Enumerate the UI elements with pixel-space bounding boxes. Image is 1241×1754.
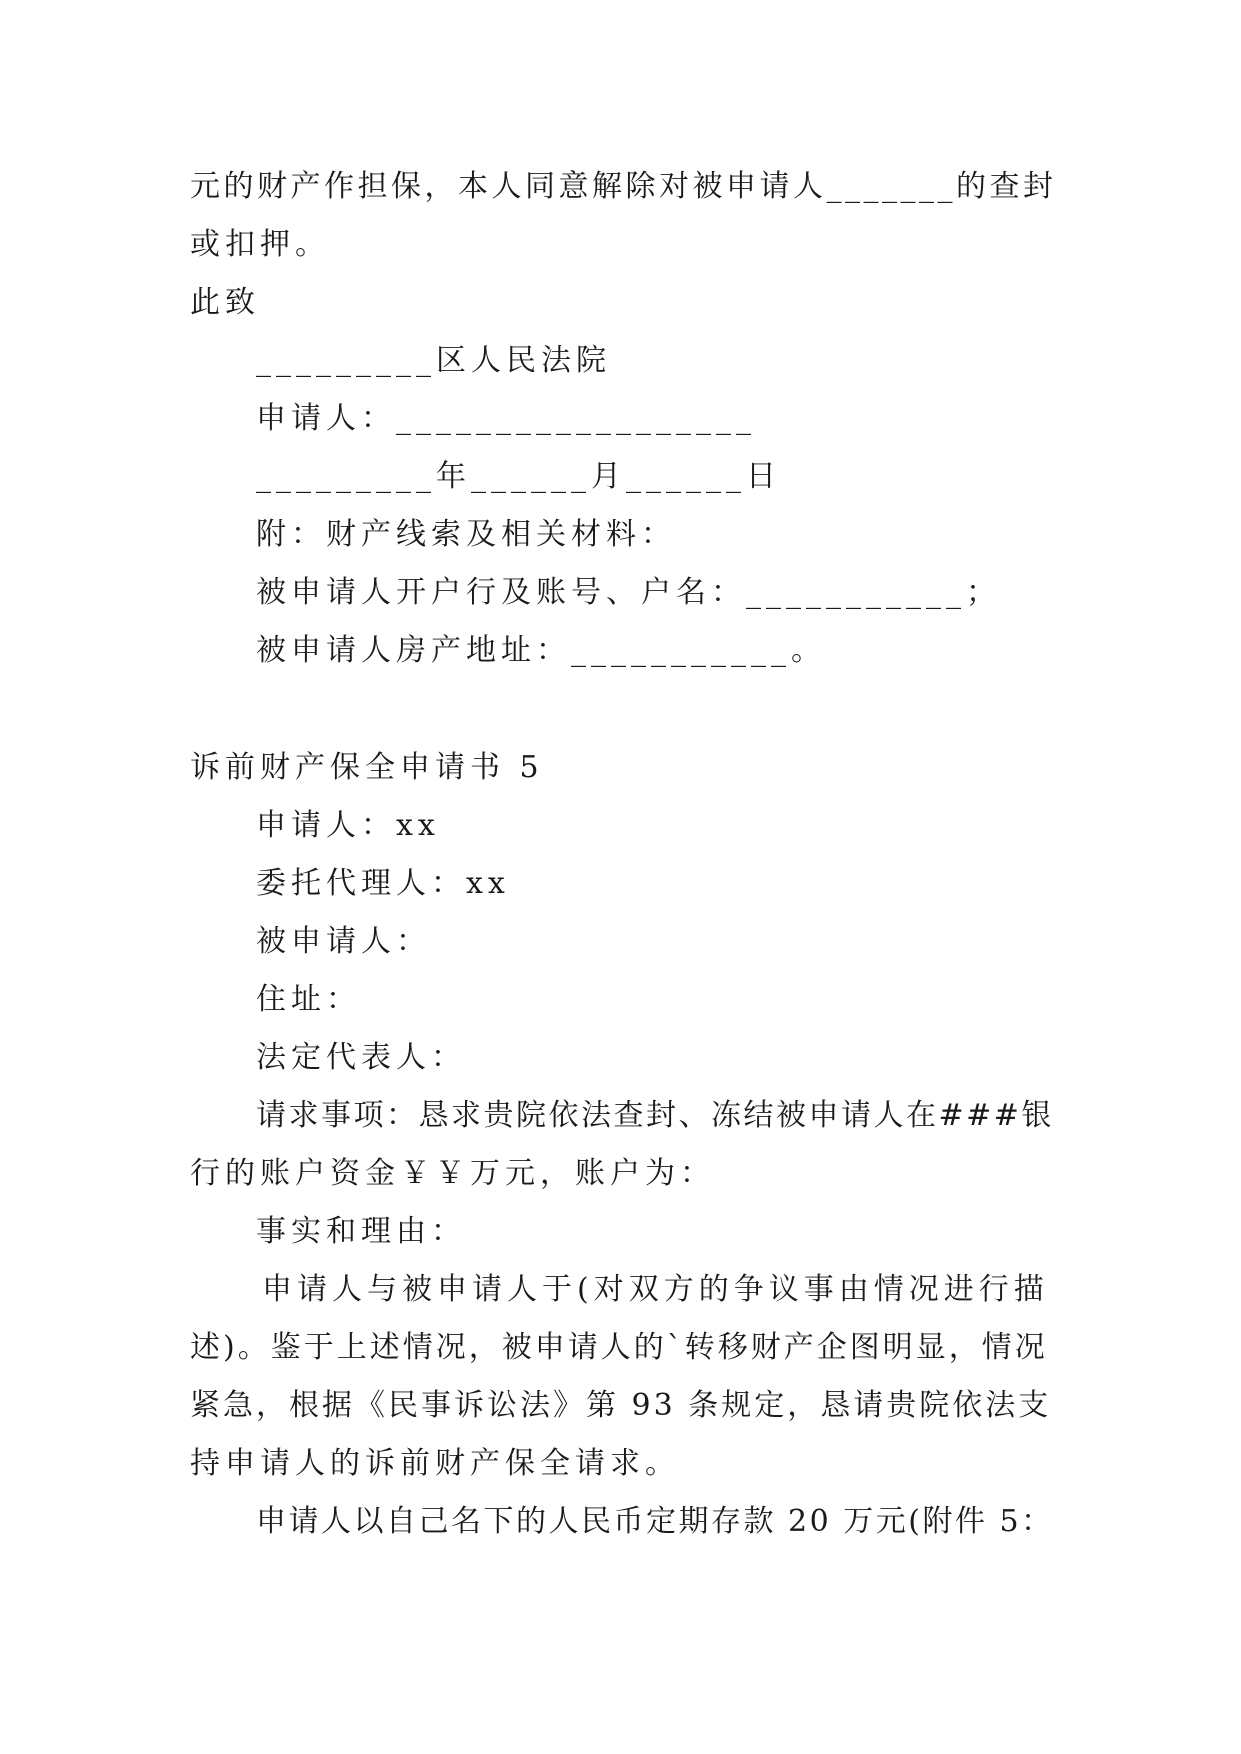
property-address-line: 被申请人房产地址：___________。 [256,633,826,668]
agent-line: 委托代理人：xx [256,866,510,901]
date-line: _________年______月______日 [256,459,781,494]
paragraph-line: 申请人与被申请人于(对双方的争议事由情况进行描 [262,1272,1049,1307]
paragraph-line: 申请人以自己名下的人民币定期存款 20 万元(附件 5： [256,1504,1054,1539]
section-title: 诉前财产保全申请书 5 [190,750,544,785]
legal-representative-line: 法定代表人： [256,1040,466,1075]
salutation: 此致 [190,285,260,320]
request-line: 请求事项：恳求贵院依法查封、冻结被申请人在###银 [256,1098,1054,1133]
applicant-line: 申请人：xx [256,808,440,843]
paragraph-line: 或扣押。 [190,227,330,262]
bank-account-line: 被申请人开户行及账号、户名：___________； [256,575,1001,610]
respondent-line: 被申请人： [256,924,431,959]
address-line: 住址： [256,982,361,1017]
facts-heading: 事实和理由： [256,1214,466,1249]
attachment-heading: 附：财产线索及相关材料： [256,517,676,552]
applicant-signature-line: 申请人：__________________ [256,401,756,436]
paragraph-line: 行的账户资金￥￥万元，账户为： [190,1156,715,1191]
court-name-line: _________区人民法院 [256,343,611,378]
paragraph-line: 持申请人的诉前财产保全请求。 [190,1446,680,1481]
paragraph-line: 述)。鉴于上述情况，被申请人的`转移财产企图明显，情况 [190,1330,1048,1365]
paragraph-line: 元的财产作担保，本人同意解除对被申请人_______的查封 [190,169,1057,204]
paragraph-line: 紧急，根据《民事诉讼法》第 93 条规定，恳请贵院依法支 [190,1388,1052,1423]
